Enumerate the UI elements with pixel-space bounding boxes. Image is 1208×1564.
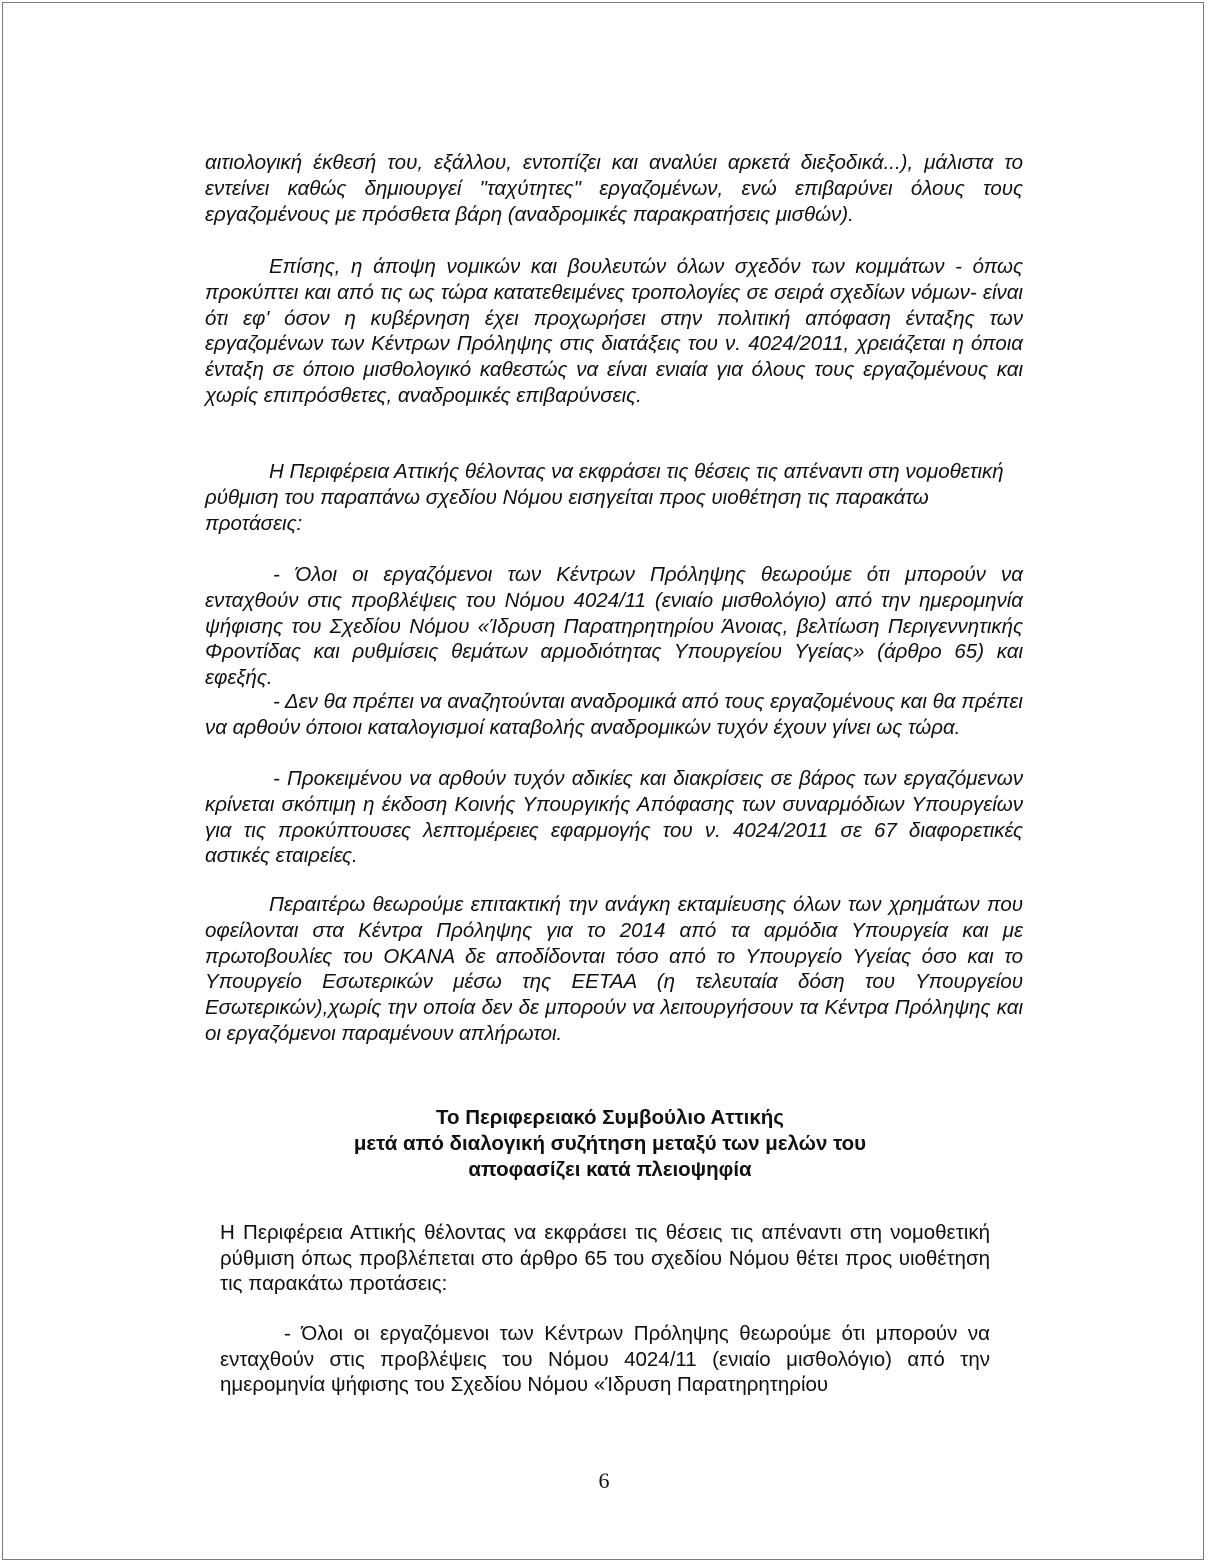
resolution-item-salary-scale: - Όλοι οι εργαζόμενοι των Κέντρων Πρόληψης θεωρούμε ότι μπορούν να ενταχθούν στις προβλέψεις του Νόμου 4024/11 (ενιαίο μισθολόγιο) από την ημερομηνία ψήφισης του Σχεδίου Νόμου «Ίδρυση Παρατηρητηρίου: [220, 1322, 990, 1396]
council-decision-line-3: αποφασίζει κατά πλειοψηφία: [468, 1158, 752, 1181]
proposal-item-joint-decision: - Προκειμένου να αρθούν τυχόν αδικίες και διακρίσεις σε βάρος των εργαζόμενων κρίνεται σκόπιμη η έκδοση Κοινής Υπουργικής Απόφασης των συναρμόδιων Υπουργείων για τις προκύπτουσες λεπτομέρειες εφαρμογής του ν. 4024/2011 σε 67 διαφορετικές αστικές εταιρείες.: [205, 767, 1023, 868]
council-decision-heading: [205, 1105, 1015, 1183]
paragraph-justification-continued: αιτιολογική έκθεσή του, εξάλλου, εντοπίζει και αναλύει αρκετά διεξοδικά...), μάλιστα το εντείνει καθώς δημιουργεί "ταχύτητες" εργαζομένων, ενώ επιβαρύνει όλους τους εργαζομένους με πρόσθετα βάρη (αναδρομικές παρακρατήσεις μισθών).: [205, 151, 1023, 226]
paragraph-region-proposal-intro: Η Περιφέρεια Αττικής θέλοντας να εκφράσει τις θέσεις τις απέναντι στη νομοθετική ρύθμιση του παραπάνω σχεδίου Νόμου εισηγείται προς υιοθέτηση τις παρακάτω προτάσεις:: [205, 460, 1004, 535]
paragraph-funding-disbursement: Περαιτέρω θεωρούμε επιτακτική την ανάγκη εκταμίευσης όλων των χρημάτων που οφείλονται στα Κέντρα Πρόληψης για το 2014 από τα αρμόδια Υπουργεία και με πρωτοβουλίες του ΟΚΑΝΑ δε αποδίδονται τόσο από το Υπουργείο Υγείας όσο και το Υπουργείο Εσωτερικών μέσω της ΕΕΤΑΑ (η τελευταία δόση του Υπουργείου Εσωτερικών),χωρίς την οποία δεν δε μπορούν να λειτουργήσουν τα Κέντρα Πρόληψης και οι εργαζόμενοι παραμένουν απλήρωτοι.: [205, 893, 1023, 1045]
proposal-item-retroactive: - Δεν θα πρέπει να αναζητούνται αναδρομικά από τους εργαζομένους και θα πρέπει να αρθούν όποιοι καταλογισμοί καταβολής αναδρομικών τυχόν έχουν γίνει ως τώρα.: [205, 690, 1023, 739]
page-number: 6: [598, 1468, 610, 1493]
council-decision-line-1: Το Περιφερειακό Συμβούλιο Αττικής: [436, 1106, 784, 1129]
paragraph-resolution-intro: Η Περιφέρεια Αττικής θέλοντας να εκφράσει τις θέσεις τις απέναντι στη νομοθετική ρύθμιση όπως προβλέπεται στο άρθρο 65 του σχεδίου Νόμου θέτει προς υιοθέτηση τις παρακάτω προτάσεις:: [220, 1221, 990, 1295]
council-decision-line-2: μετά από διαλογική συζήτηση μεταξύ των μελών του: [353, 1132, 867, 1155]
proposal-item-salary-scale: - Όλοι οι εργαζόμενοι των Κέντρων Πρόληψης θεωρούμε ότι μπορούν να ενταχθούν στις προβλέψεις του Νόμου 4024/11 (ενιαίο μισθολόγιο) από την ημερομηνία ψήφισης του Σχεδίου Νόμου «Ίδρυση Παρατηρητηρίου Άνοιας, βελτίωση Περιγεννητικής Φροντίδας και ρυθμίσεις θεμάτων αρμοδιότητας Υπουργείου Υγείας» (άρθρο 65) και εφεξής.: [205, 563, 1023, 690]
paragraph-legal-opinion: Επίσης, η άποψη νομικών και βουλευτών όλων σχεδόν των κομμάτων - όπως προκύπτει και από τις ως τώρα κατατεθειμένες τροπολογίες σε σειρά σχεδίων νόμων- είναι ότι εφ' όσον η κυβέρνηση έχει προχωρήσει στην πολιτική απόφαση ένταξης των εργαζομένων των Κέντρων Πρόληψης στις διατάξεις του ν. 4024/2011, χρειάζεται η όποια ένταξη σε όποιο μισθολογικό καθεστώς να είναι ενιαία για όλους τους εργαζομένους και χωρίς επιπρόσθετες, αναδρομικές επιβαρύνσεις.: [205, 255, 1023, 407]
